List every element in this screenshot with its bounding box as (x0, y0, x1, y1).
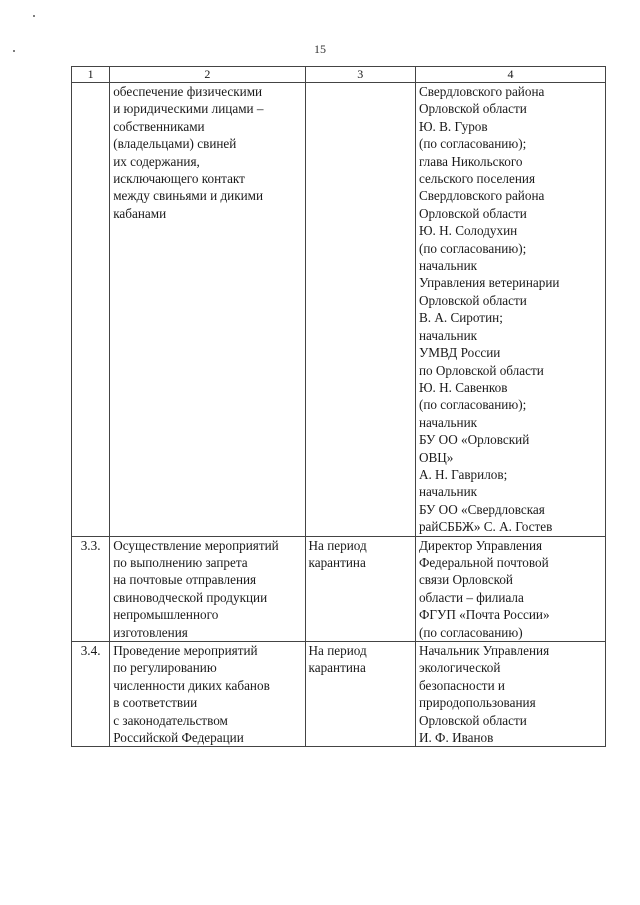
action-cell (110, 536, 305, 641)
term-line: карантина (308, 554, 366, 570)
responsible-line: сельского поселения (418, 171, 536, 187)
responsible-line: начальник (418, 484, 478, 500)
column-header: 1 (72, 67, 110, 83)
responsible-line: Орловской области (418, 292, 527, 308)
responsible-cell (415, 536, 605, 641)
responsible-line: Ю. В. Гуров (418, 118, 488, 134)
responsible-line: (по согласованию); (418, 136, 527, 152)
table-body (72, 83, 606, 747)
responsible-line: Директор Управления (418, 537, 543, 553)
responsible-line: БУ ОО «Свердловская (418, 501, 545, 517)
term-cell (305, 536, 415, 641)
item-number-cell (72, 83, 110, 537)
responsible-line: начальник (418, 414, 478, 430)
action-line: их содержания, (113, 153, 200, 169)
action-line: кабанами (113, 205, 167, 221)
responsible-line: райСББЖ» С. А. Гостев (418, 519, 553, 535)
responsible-line: по Орловской области (418, 362, 544, 378)
responsible-line: глава Никольского (418, 153, 523, 169)
action-line: исключающего контакт (113, 171, 245, 187)
responsible-line: ФГУП «Почта России» (418, 607, 550, 623)
responsible-line: Орловской области (418, 101, 527, 117)
responsible-line: Ю. Н. Савенков (418, 379, 508, 395)
action-cell (110, 642, 305, 747)
responsible-line: начальник (418, 258, 478, 274)
responsible-cell (415, 83, 605, 537)
responsible-line: области – филиала (418, 589, 524, 605)
term-line: На период (308, 643, 367, 658)
table-row (72, 83, 606, 537)
action-line: в соответствии (113, 695, 198, 711)
scan-speck (33, 15, 35, 17)
action-line: Осуществление мероприятий (113, 537, 279, 553)
responsible-line: УМВД России (418, 345, 501, 361)
responsible-line: (по согласованию); (418, 397, 527, 413)
column-header: 2 (110, 67, 305, 83)
responsible-line: Орловской области (418, 712, 527, 728)
action-line: между свиньями и дикими (113, 188, 264, 204)
action-line: изготовления (113, 624, 188, 640)
item-number-cell: 3.4. (72, 642, 110, 747)
action-line: непромышленного (113, 607, 219, 623)
responsible-line: экологической (418, 660, 501, 676)
page-number: 15 (314, 42, 326, 56)
table-row (72, 536, 606, 641)
responsible-line: В. А. Сиротин; (418, 310, 503, 326)
action-line: с законодательством (113, 712, 228, 728)
action-line: численности диких кабанов (113, 677, 270, 693)
action-line: Проведение мероприятий (113, 643, 258, 658)
responsible-line: Управления ветеринарии (418, 275, 560, 291)
term-cell (305, 83, 415, 537)
responsible-line: Ю. Н. Солодухин (418, 223, 518, 239)
column-header: 3 (305, 67, 415, 83)
action-line: обеспечение физическими (113, 84, 263, 99)
term-line: На период (308, 537, 367, 553)
measures-table (71, 66, 606, 747)
term-line: карантина (308, 660, 366, 676)
table-row (72, 642, 606, 747)
action-line: (владельцами) свиней (113, 136, 237, 152)
responsible-line: связи Орловской (418, 572, 513, 588)
responsible-line: Начальник Управления (418, 643, 550, 658)
responsible-line: Федеральной почтовой (418, 554, 549, 570)
responsible-line: Свердловского района (418, 84, 545, 99)
responsible-line: начальник (418, 327, 478, 343)
column-header: 4 (415, 67, 605, 83)
action-line: свиноводческой продукции (113, 589, 268, 605)
responsible-line: И. Ф. Иванов (418, 730, 494, 746)
responsible-line: (по согласованию) (418, 624, 523, 640)
responsible-line: А. Н. Гаврилов; (418, 466, 508, 482)
term-cell (305, 642, 415, 747)
responsible-line: природопользования (418, 695, 536, 711)
table-header-row (72, 67, 606, 83)
action-line: на почтовые отправления (113, 572, 257, 588)
responsible-line: БУ ОО «Орловский (418, 432, 530, 448)
action-line: Российской Федерации (113, 730, 244, 746)
action-line: собственниками (113, 118, 205, 134)
item-number-cell: 3.3. (72, 536, 110, 641)
action-line: по регулированию (113, 660, 217, 676)
responsible-line: Орловской области (418, 205, 527, 221)
responsible-line: ОВЦ» (418, 449, 454, 465)
action-cell (110, 83, 305, 537)
responsible-line: (по согласованию); (418, 240, 527, 256)
responsible-cell (415, 642, 605, 747)
action-line: и юридическими лицами – (113, 101, 264, 117)
responsible-line: Свердловского района (418, 188, 545, 204)
action-line: по выполнению запрета (113, 554, 248, 570)
responsible-line: безопасности и (418, 677, 505, 693)
